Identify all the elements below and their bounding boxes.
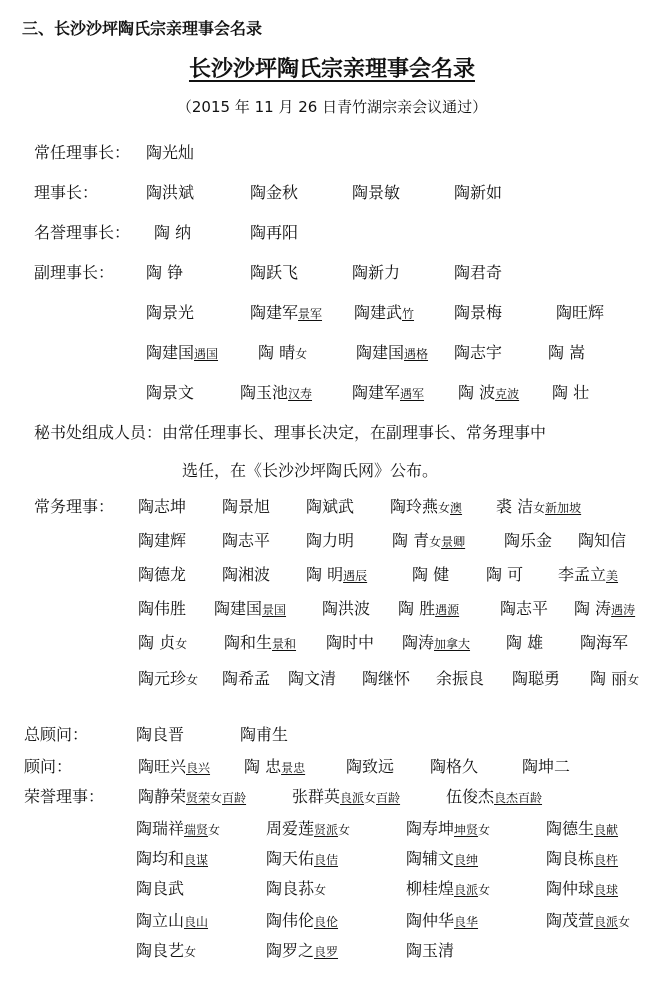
person-name: 陶建武 [354, 303, 403, 322]
honorary-director-entry [266, 908, 338, 931]
gender-note: 女 [478, 823, 491, 837]
person-name: 裘 洁 [496, 497, 534, 516]
executive-entry [138, 562, 186, 585]
name-note: 加拿大 [434, 637, 471, 651]
name-note: 景卿 [441, 535, 466, 549]
person-name: 陶良栋 [546, 849, 595, 868]
person-name: 陶元珍 [138, 669, 187, 688]
name-note: 美 [606, 569, 619, 583]
gender-note: 女 [314, 883, 327, 897]
honorary-director-entry [138, 784, 246, 807]
person-name: 陶景文 [146, 383, 195, 402]
vice-chair-entry [240, 380, 312, 403]
executive-entry [138, 528, 186, 551]
honorary-chair-name: 陶 纳 [154, 223, 192, 242]
gender-note: 女 [210, 791, 223, 805]
honorary-director-entry [406, 816, 490, 839]
name-note: 贤派 [314, 823, 339, 837]
executive-entry [398, 596, 459, 619]
honorary-director-entry [406, 938, 454, 961]
page-title [0, 52, 664, 83]
chief-advisor-name: 陶甫生 [240, 725, 289, 744]
title-text: 长沙沙坪陶氏宗亲理事会名录 [188, 57, 475, 82]
person-name: 陶建国 [146, 343, 195, 362]
name-note: 遇军 [400, 387, 425, 401]
person-name: 陶格久 [430, 757, 479, 776]
executive-entry [436, 666, 484, 689]
person-name: 陶 壮 [552, 383, 590, 402]
person-name: 陶涛 [402, 633, 435, 652]
executive-entry [558, 562, 618, 585]
person-name: 陶寿坤 [406, 819, 455, 838]
executive-entry [306, 528, 354, 551]
person-name: 陶 可 [486, 565, 524, 584]
vice-chair-entry [454, 340, 502, 363]
name-note: 景忠 [281, 761, 306, 775]
executive-entry [224, 630, 296, 653]
honorary-chair-label: 名誉理事长： [34, 223, 131, 242]
person-name: 陶罗之 [266, 941, 315, 960]
person-name: 陶 胜 [398, 599, 436, 618]
person-name: 陶建国 [214, 599, 263, 618]
name-note: 新加坡 [545, 501, 582, 515]
executive-entry [306, 494, 354, 517]
vice-chair-entry [352, 380, 424, 403]
person-name: 陶志宇 [454, 343, 503, 362]
person-name: 陶继怀 [362, 669, 411, 688]
chairman-name: 陶金秋 [250, 183, 299, 202]
person-name: 陶玉池 [240, 383, 289, 402]
name-note: 遇源 [435, 603, 460, 617]
name-note: 良献 [594, 823, 619, 837]
advisor-entry [522, 754, 570, 777]
executive-entry [222, 666, 270, 689]
chief-advisor-label: 总顾问： [24, 725, 89, 744]
vice-chair-entry [352, 260, 400, 283]
name-note: 景军 [298, 307, 323, 321]
person-name: 陶湘波 [222, 565, 271, 584]
person-name: 陶 明 [306, 565, 344, 584]
honorary-director-entry [266, 938, 338, 961]
person-name: 陶德龙 [138, 565, 187, 584]
advisor-entry [138, 754, 210, 777]
executive-entry [306, 562, 367, 585]
person-name: 陶坤二 [522, 757, 571, 776]
honorary-director-entry [266, 846, 338, 869]
person-name: 陶伟伦 [266, 911, 315, 930]
person-name: 陶伟胜 [138, 599, 187, 618]
person-name: 陶旺辉 [556, 303, 605, 322]
person-name: 陶静荣 [138, 787, 187, 806]
gender-note: 女 [364, 791, 377, 805]
executive-entry [288, 666, 336, 689]
name-note: 遇辰 [343, 569, 368, 583]
name-note: 良派 [454, 883, 479, 897]
executive-entry [512, 666, 560, 689]
person-name: 陶景梅 [454, 303, 503, 322]
gender-note: 女 [438, 501, 451, 515]
executive-entry [222, 494, 270, 517]
person-name: 陶志坤 [138, 497, 187, 516]
gender-note: 女 [338, 823, 351, 837]
executive-entry [138, 666, 198, 689]
section-heading: 三、长沙沙坪陶氏宗亲理事会名录 [22, 19, 263, 38]
vice-chair-entry [458, 380, 519, 403]
name-note: 贤荣 [186, 791, 211, 805]
person-name: 陶建国 [356, 343, 405, 362]
person-name: 陶志平 [222, 531, 271, 550]
honorary-director-entry [406, 908, 478, 931]
person-name: 周爱莲 [266, 819, 315, 838]
gender-note: 女 [208, 823, 221, 837]
person-name: 陶志平 [500, 599, 549, 618]
honorary-director-entry [546, 908, 630, 931]
person-name: 陶茂萱 [546, 911, 595, 930]
person-name: 陶辅文 [406, 849, 455, 868]
chairman-name: 陶景敏 [352, 183, 401, 202]
name-note: 良兴 [186, 761, 211, 775]
person-name: 陶力明 [306, 531, 355, 550]
honorary-director-entry [136, 846, 208, 869]
name-note: 景国 [262, 603, 287, 617]
executive-entry [214, 596, 286, 619]
advisor-entry [244, 754, 305, 777]
person-name: 陶建辉 [138, 531, 187, 550]
secretariat-line-1: 秘书处组成人员：由常任理事长、理事长决定，在副理事长、常务理事中 [34, 423, 547, 442]
advisors-label: 顾问： [24, 757, 73, 776]
executive-entry [362, 666, 410, 689]
person-name: 陶 晴 [258, 343, 296, 362]
name-note: 良伦 [314, 915, 339, 929]
executive-entry [222, 562, 270, 585]
name-note: 汉寿 [288, 387, 313, 401]
vice-chair-entry [250, 300, 322, 323]
age-note: 百龄 [222, 791, 247, 805]
person-name: 陶建军 [250, 303, 299, 322]
subtitle: （2015 年 11 月 26 日青竹湖宗亲会议通过） [176, 98, 488, 116]
person-name: 陶玲燕 [390, 497, 439, 516]
executive-entry [574, 596, 635, 619]
executive-label: 常务理事： [34, 497, 115, 516]
honorary-director-entry [446, 784, 542, 807]
advisor-entry [430, 754, 478, 777]
person-name: 陶立山 [136, 911, 185, 930]
name-note: 良杵 [594, 853, 619, 867]
advisor-entry [346, 754, 394, 777]
person-name: 伍俊杰 [446, 787, 495, 806]
person-name: 陶均和 [136, 849, 185, 868]
gender-note: 女 [533, 501, 546, 515]
honorary-director-entry [406, 876, 490, 899]
person-name: 陶 雄 [506, 633, 544, 652]
honorary-director-entry [266, 876, 326, 899]
vice-chair-entry [258, 340, 307, 363]
executive-entry [402, 630, 470, 653]
name-note: 瑞贤 [184, 823, 209, 837]
executive-entry [590, 666, 639, 689]
person-name: 张群英 [292, 787, 341, 806]
vice-chair-entry [556, 300, 604, 323]
gender-note: 女 [618, 915, 631, 929]
honorary-director-entry [546, 876, 618, 899]
executive-entry [138, 596, 186, 619]
person-name: 陶 铮 [146, 263, 184, 282]
age-note: 百龄 [376, 791, 401, 805]
name-note: 遇格 [404, 347, 429, 361]
person-name: 陶良艺 [136, 941, 185, 960]
executive-entry [580, 630, 628, 653]
person-name: 陶 丽 [590, 669, 628, 688]
executive-entry [506, 630, 543, 653]
name-note: 良谋 [184, 853, 209, 867]
person-name: 陶和生 [224, 633, 273, 652]
name-note: 良球 [594, 883, 619, 897]
person-name: 陶洪波 [322, 599, 371, 618]
person-name: 陶乐金 [504, 531, 553, 550]
name-note: 良山 [184, 915, 209, 929]
honorary-director-entry [406, 846, 478, 869]
executive-entry [138, 494, 186, 517]
vice-chair-entry [548, 340, 585, 363]
person-name: 陶瑞祥 [136, 819, 185, 838]
name-note: 良佶 [314, 853, 339, 867]
person-name: 陶 波 [458, 383, 496, 402]
vice-chair-entry [146, 260, 183, 283]
executive-entry [500, 596, 548, 619]
person-name: 陶致远 [346, 757, 395, 776]
standing-chair-label: 常任理事长： [34, 143, 131, 162]
person-name: 陶 涛 [574, 599, 612, 618]
honorary-director-entry [266, 816, 350, 839]
name-note: 克波 [495, 387, 520, 401]
person-name: 陶 青 [392, 531, 430, 550]
vice-chair-entry [146, 340, 218, 363]
honorary-director-entry [136, 876, 184, 899]
name-note: 良杰百龄 [494, 791, 543, 805]
name-note: 遇国 [194, 347, 219, 361]
name-note: 良派 [594, 915, 619, 929]
vice-chair-entry [552, 380, 589, 403]
person-name: 陶仲华 [406, 911, 455, 930]
name-note: 良绅 [454, 853, 479, 867]
person-name: 陶景旭 [222, 497, 271, 516]
person-name: 陶希孟 [222, 669, 271, 688]
executive-entry [496, 494, 581, 517]
executive-entry [504, 528, 552, 551]
executive-entry [578, 528, 626, 551]
person-name: 陶良荪 [266, 879, 315, 898]
executive-entry [392, 528, 465, 551]
standing-chair-name: 陶光灿 [146, 143, 195, 162]
honorary-director-entry [136, 908, 208, 931]
gender-note: 女 [627, 673, 640, 687]
person-name: 李孟立 [558, 565, 607, 584]
person-name: 陶良武 [136, 879, 185, 898]
honorary-director-entry [292, 784, 400, 807]
gender-note: 女 [429, 535, 442, 549]
person-name: 陶建军 [352, 383, 401, 402]
executive-entry [222, 528, 270, 551]
person-name: 陶旺兴 [138, 757, 187, 776]
honorary-director-entry [546, 816, 618, 839]
name-note: 景和 [272, 637, 297, 651]
vice-chair-entry [250, 260, 298, 283]
vice-chair-entry [356, 340, 428, 363]
person-name: 陶斌武 [306, 497, 355, 516]
name-note: 竹 [402, 307, 415, 321]
person-name: 陶 忠 [244, 757, 282, 776]
honorary-director-entry [136, 938, 196, 961]
person-name: 陶德生 [546, 819, 595, 838]
person-name: 陶海军 [580, 633, 629, 652]
person-name: 陶聪勇 [512, 669, 561, 688]
gender-note: 女 [295, 347, 308, 361]
gender-note: 女 [184, 945, 197, 959]
vice-chair-entry [146, 380, 194, 403]
vice-chair-entry [146, 300, 194, 323]
secretariat-line-2: 选任，在《长沙沙坪陶氏网》公布。 [182, 461, 439, 480]
person-name: 余振良 [436, 669, 485, 688]
vice-chair-entry [354, 300, 414, 323]
chairman-name: 陶新如 [454, 183, 503, 202]
vice-chair-entry [454, 260, 502, 283]
person-name: 陶天佑 [266, 849, 315, 868]
chairman-name: 陶洪斌 [146, 183, 195, 202]
name-note: 遇涛 [611, 603, 636, 617]
executive-entry [322, 596, 370, 619]
honorary-director-entry [136, 816, 220, 839]
person-name: 陶跃飞 [250, 263, 299, 282]
vice-chair-entry [454, 300, 502, 323]
person-name: 陶新力 [352, 263, 401, 282]
executive-entry [390, 494, 462, 517]
person-name: 陶景光 [146, 303, 195, 322]
name-note: 澳 [450, 501, 463, 515]
name-note: 良华 [454, 915, 479, 929]
person-name: 陶玉清 [406, 941, 455, 960]
gender-note: 女 [478, 883, 491, 897]
chief-advisor-name: 陶良晋 [136, 725, 185, 744]
chairmen-label: 理事长： [34, 183, 99, 202]
executive-entry [138, 630, 187, 653]
name-note: 良罗 [314, 945, 339, 959]
person-name: 柳桂煌 [406, 879, 455, 898]
person-name: 陶知信 [578, 531, 627, 550]
gender-note: 女 [186, 673, 199, 687]
gender-note: 女 [175, 637, 188, 651]
honorary-chair-name: 陶再阳 [250, 223, 299, 242]
person-name: 陶文清 [288, 669, 337, 688]
name-note: 良派 [340, 791, 365, 805]
person-name: 陶时中 [326, 633, 375, 652]
executive-entry [412, 562, 449, 585]
honorary-directors-label: 荣誉理事： [24, 787, 105, 806]
person-name: 陶 健 [412, 565, 450, 584]
honorary-director-entry [546, 846, 618, 869]
executive-entry [326, 630, 374, 653]
person-name: 陶仲球 [546, 879, 595, 898]
name-note: 坤贤 [454, 823, 479, 837]
person-name: 陶君奇 [454, 263, 503, 282]
person-name: 陶 贞 [138, 633, 176, 652]
person-name: 陶 嵩 [548, 343, 586, 362]
executive-entry [486, 562, 523, 585]
vice-chairs-label: 副理事长： [34, 263, 115, 282]
